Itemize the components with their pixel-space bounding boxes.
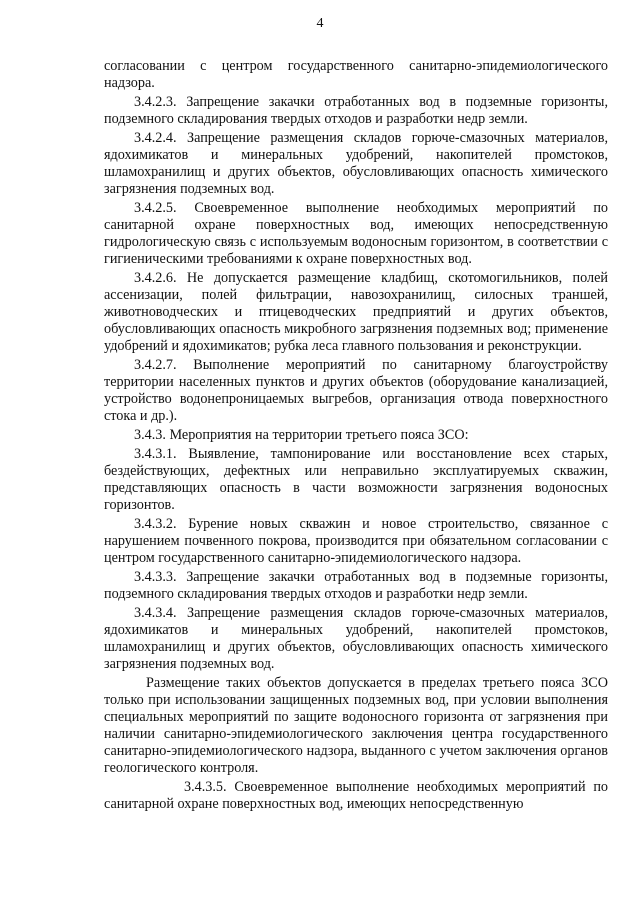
paragraph: 3.4.3.2. Бурение новых скважин и новое строительство, связанное с нарушением почвенного покрова, производится при обязательном согласовании с центром государственного санитарно-эпидемиологического надзора.	[104, 516, 608, 566]
paragraph: Размещение таких объектов допускается в пределах третьего пояса ЗСО только при использовании защищенных подземных вод, при условии выполнения специальных мероприятий по защите водоносного горизонта от загрязнения при наличии санитарно-эпидемиологического заключения центра государственного санитарно-эпидемиологического надзора, выданного с учетом заключения органов геологического контроля.	[104, 675, 608, 776]
paragraph: 3.4.2.7. Выполнение мероприятий по санитарному благоустройству территории населенных пунктов и других объектов (оборудование канализацией, устройство водонепроницаемых выгребов, организация отвода поверхностного стока и др.).	[104, 357, 608, 424]
paragraph: 3.4.3.3. Запрещение закачки отработанных вод в подземные горизонты, подземного складирования твердых отходов и разработки недр земли.	[104, 569, 608, 602]
paragraph: 3.4.3.1. Выявление, тампонирование или восстановление всех старых, бездействующих, дефектных или неправильно эксплуатируемых скважин, представляющих опасность в части возможности загрязнения водоносных горизонтов.	[104, 446, 608, 513]
paragraph: 3.4.2.4. Запрещение размещения складов горюче-смазочных материалов, ядохимикатов и минеральных удобрений, накопителей промстоков, шламохранилищ и других объектов, обусловливающих опасность химического загрязнения подземных вод.	[104, 130, 608, 197]
paragraph: согласовании с центром государственного санитарно-эпидемиологического надзора.	[104, 58, 608, 91]
paragraph: 3.4.2.6. Не допускается размещение кладбищ, скотомогильников, полей ассенизации, полей фильтрации, навозохранилищ, силосных траншей, животноводческих и птицеводческих предприятий и других объектов, обусловливающих опасность микробного загрязнения подземных вод; применение удобрений и ядохимикатов; рубка леса главного пользования и реконструкции.	[104, 270, 608, 354]
paragraph: 3.4.2.3. Запрещение закачки отработанных вод в подземные горизонты, подземного складирования твердых отходов и разработки недр земли.	[104, 94, 608, 127]
paragraph: 3.4.2.5. Своевременное выполнение необходимых мероприятий по санитарной охране поверхностных вод, имеющих непосредственную гидрологическую связь с используемым водоносным горизонтом, в соответствии с гигиеническими требованиями к охране поверхностных вод.	[104, 200, 608, 267]
section-heading: 3.4.3. Мероприятия на территории третьего пояса ЗСО:	[134, 427, 469, 443]
paragraph: 3.4.3.4. Запрещение размещения складов горюче-смазочных материалов, ядохимикатов и минеральных удобрений, накопителей промстоков, шламохранилищ и других объектов, обусловливающих опасность химического загрязнения подземных вод.	[104, 605, 608, 672]
paragraph: 3.4.3.5. Своевременное выполнение необходимых мероприятий по санитарной охране поверхностных вод, имеющих непосредственную	[104, 779, 608, 812]
document-body	[104, 58, 608, 815]
page-number: 4	[316, 16, 324, 31]
